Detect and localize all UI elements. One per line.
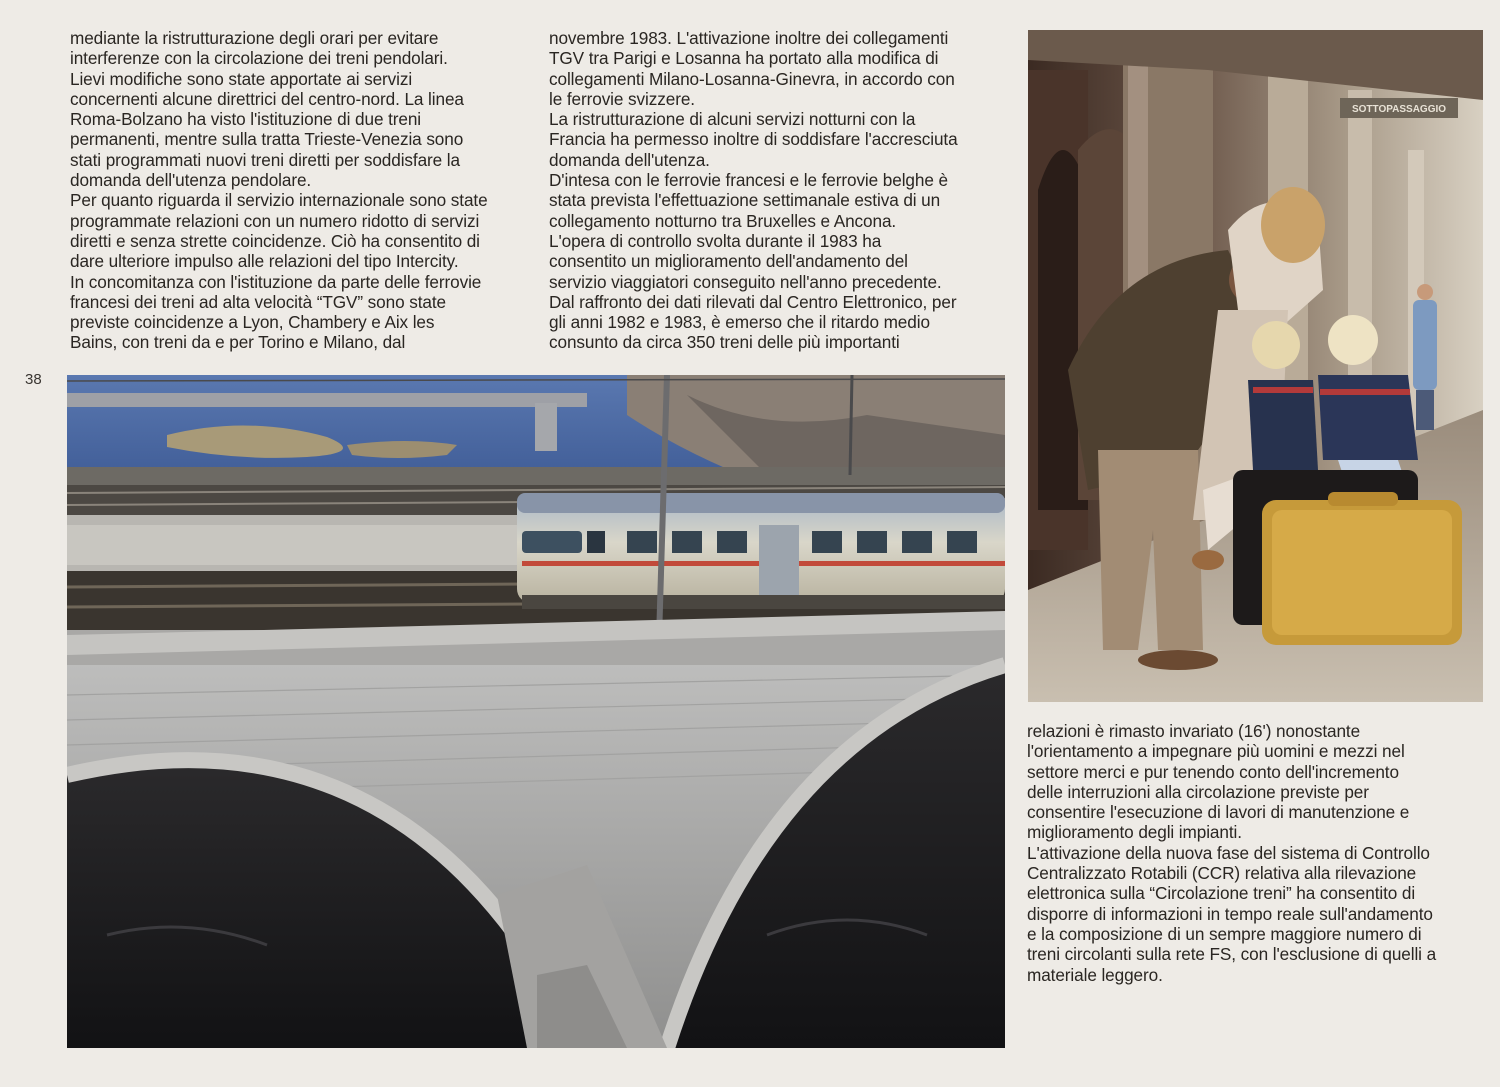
text-line: D'intesa con le ferrovie francesi e le ferrovie belghe è [549, 170, 948, 191]
bridge-train-photo [67, 375, 1005, 1048]
text-line: permanenti, mentre sulla tratta Trieste-Venezia sono [70, 129, 464, 150]
text-line: elettronica sulla “Circolazione treni” ha consentito di [1027, 883, 1416, 904]
text-line: dare ulteriore impulso alle relazioni del tipo Intercity. [70, 251, 459, 272]
text-line: TGV tra Parigi e Losanna ha portato alla modifica di [549, 48, 939, 69]
text-column-left [70, 28, 530, 353]
text-line: settore merci e pur tenendo conto dell'incremento [1027, 761, 1399, 782]
text-line: disporre di informazioni in tempo reale sull'andamento [1027, 903, 1433, 924]
text-line: Roma-Bolzano ha visto l'istituzione di due treni [70, 109, 422, 130]
text-line: gli anni 1982 e 1983, è emerso che il ritardo medio [549, 312, 930, 333]
text-line: collegamenti Milano-Losanna-Ginevra, in accordo con [549, 68, 955, 89]
station-platform-illustration [1028, 30, 1483, 702]
text-line: treni circolanti sulla rete FS, con l'esclusione di quelli a [1027, 944, 1437, 965]
text-line: novembre 1983. L'attivazione inoltre dei collegamenti [549, 28, 949, 48]
station-sign-text: SOTTOPASSAGGIO [1351, 104, 1447, 115]
text-line: diretti e senza strette coincidenze. Ciò ha consentito di [70, 230, 480, 251]
text-line: stata prevista l'effettuazione settimanale estiva di un [549, 190, 941, 211]
text-line: miglioramento degli impianti. [1027, 822, 1242, 843]
text-line: collegamento notturno tra Bruxelles e Ancona. [549, 210, 897, 231]
page-number: 38 [25, 371, 42, 388]
text-line: La ristrutturazione di alcuni servizi notturni con la [549, 109, 916, 130]
bridge-train-illustration [67, 375, 1005, 1048]
text-line: domanda dell'utenza pendolare. [70, 170, 312, 191]
text-line: In concomitanza con l'istituzione da parte delle ferrovie [70, 271, 482, 292]
text-line: relazioni è rimasto invariato (16') nonostante [1027, 721, 1361, 741]
text-line: concernenti alcune direttrici del centro-nord. La linea [70, 88, 464, 109]
text-line: Bains, con treni da e per Torino e Milano, dal [70, 332, 406, 353]
text-line: Per quanto riguarda il servizio internazionale sono state [70, 190, 488, 211]
text-line: stati programmati nuovi treni diretti per soddisfare la [70, 149, 460, 170]
station-platform-photo [1028, 30, 1483, 702]
text-line: consentito un miglioramento dell'andamento del [549, 251, 908, 272]
text-line: Dal raffronto dei dati rilevati dal Centro Elettronico, per [549, 291, 957, 312]
text-line: le ferrovie svizzere. [549, 88, 695, 109]
text-line: interferenze con la circolazione dei treni pendolari. [70, 48, 448, 69]
text-line: servizio viaggiatori conseguito nell'anno precedente. [549, 271, 942, 292]
text-line: mediante la ristrutturazione degli orari per evitare [70, 28, 439, 48]
text-line: consentire l'esecuzione di lavori di manutenzione e [1027, 802, 1410, 823]
text-line: programmate relazioni con un numero ridotto di servizi [70, 210, 480, 231]
text-line: domanda dell'utenza. [549, 149, 710, 170]
text-line: L'opera di controllo svolta durante il 1983 ha [549, 230, 882, 251]
text-line: L'attivazione della nuova fase del sistema di Controllo [1027, 842, 1430, 863]
text-line: Francia ha permesso inoltre di soddisfare l'accresciuta [549, 129, 958, 150]
text-line: Centralizzato Rotabili (CCR) relativa alla rilevazione [1027, 863, 1417, 884]
text-line: Lievi modifiche sono state apportate ai servizi [70, 68, 413, 89]
text-line: materiale leggero. [1027, 964, 1163, 985]
text-line: l'orientamento a impegnare più uomini e mezzi nel [1027, 741, 1405, 762]
text-column-right [1027, 721, 1487, 985]
text-line: consunto da circa 350 treni delle più importanti [549, 332, 900, 353]
text-line: previste coincidenze a Lyon, Chambery e Aix les [70, 312, 435, 333]
text-line: francesi dei treni ad alta velocità “TGV” sono state [70, 291, 446, 312]
text-column-middle [549, 28, 1009, 353]
text-line: e la composizione di un sempre maggiore numero di [1027, 923, 1422, 944]
text-line: delle interruzioni alla circolazione previste per [1027, 781, 1369, 802]
